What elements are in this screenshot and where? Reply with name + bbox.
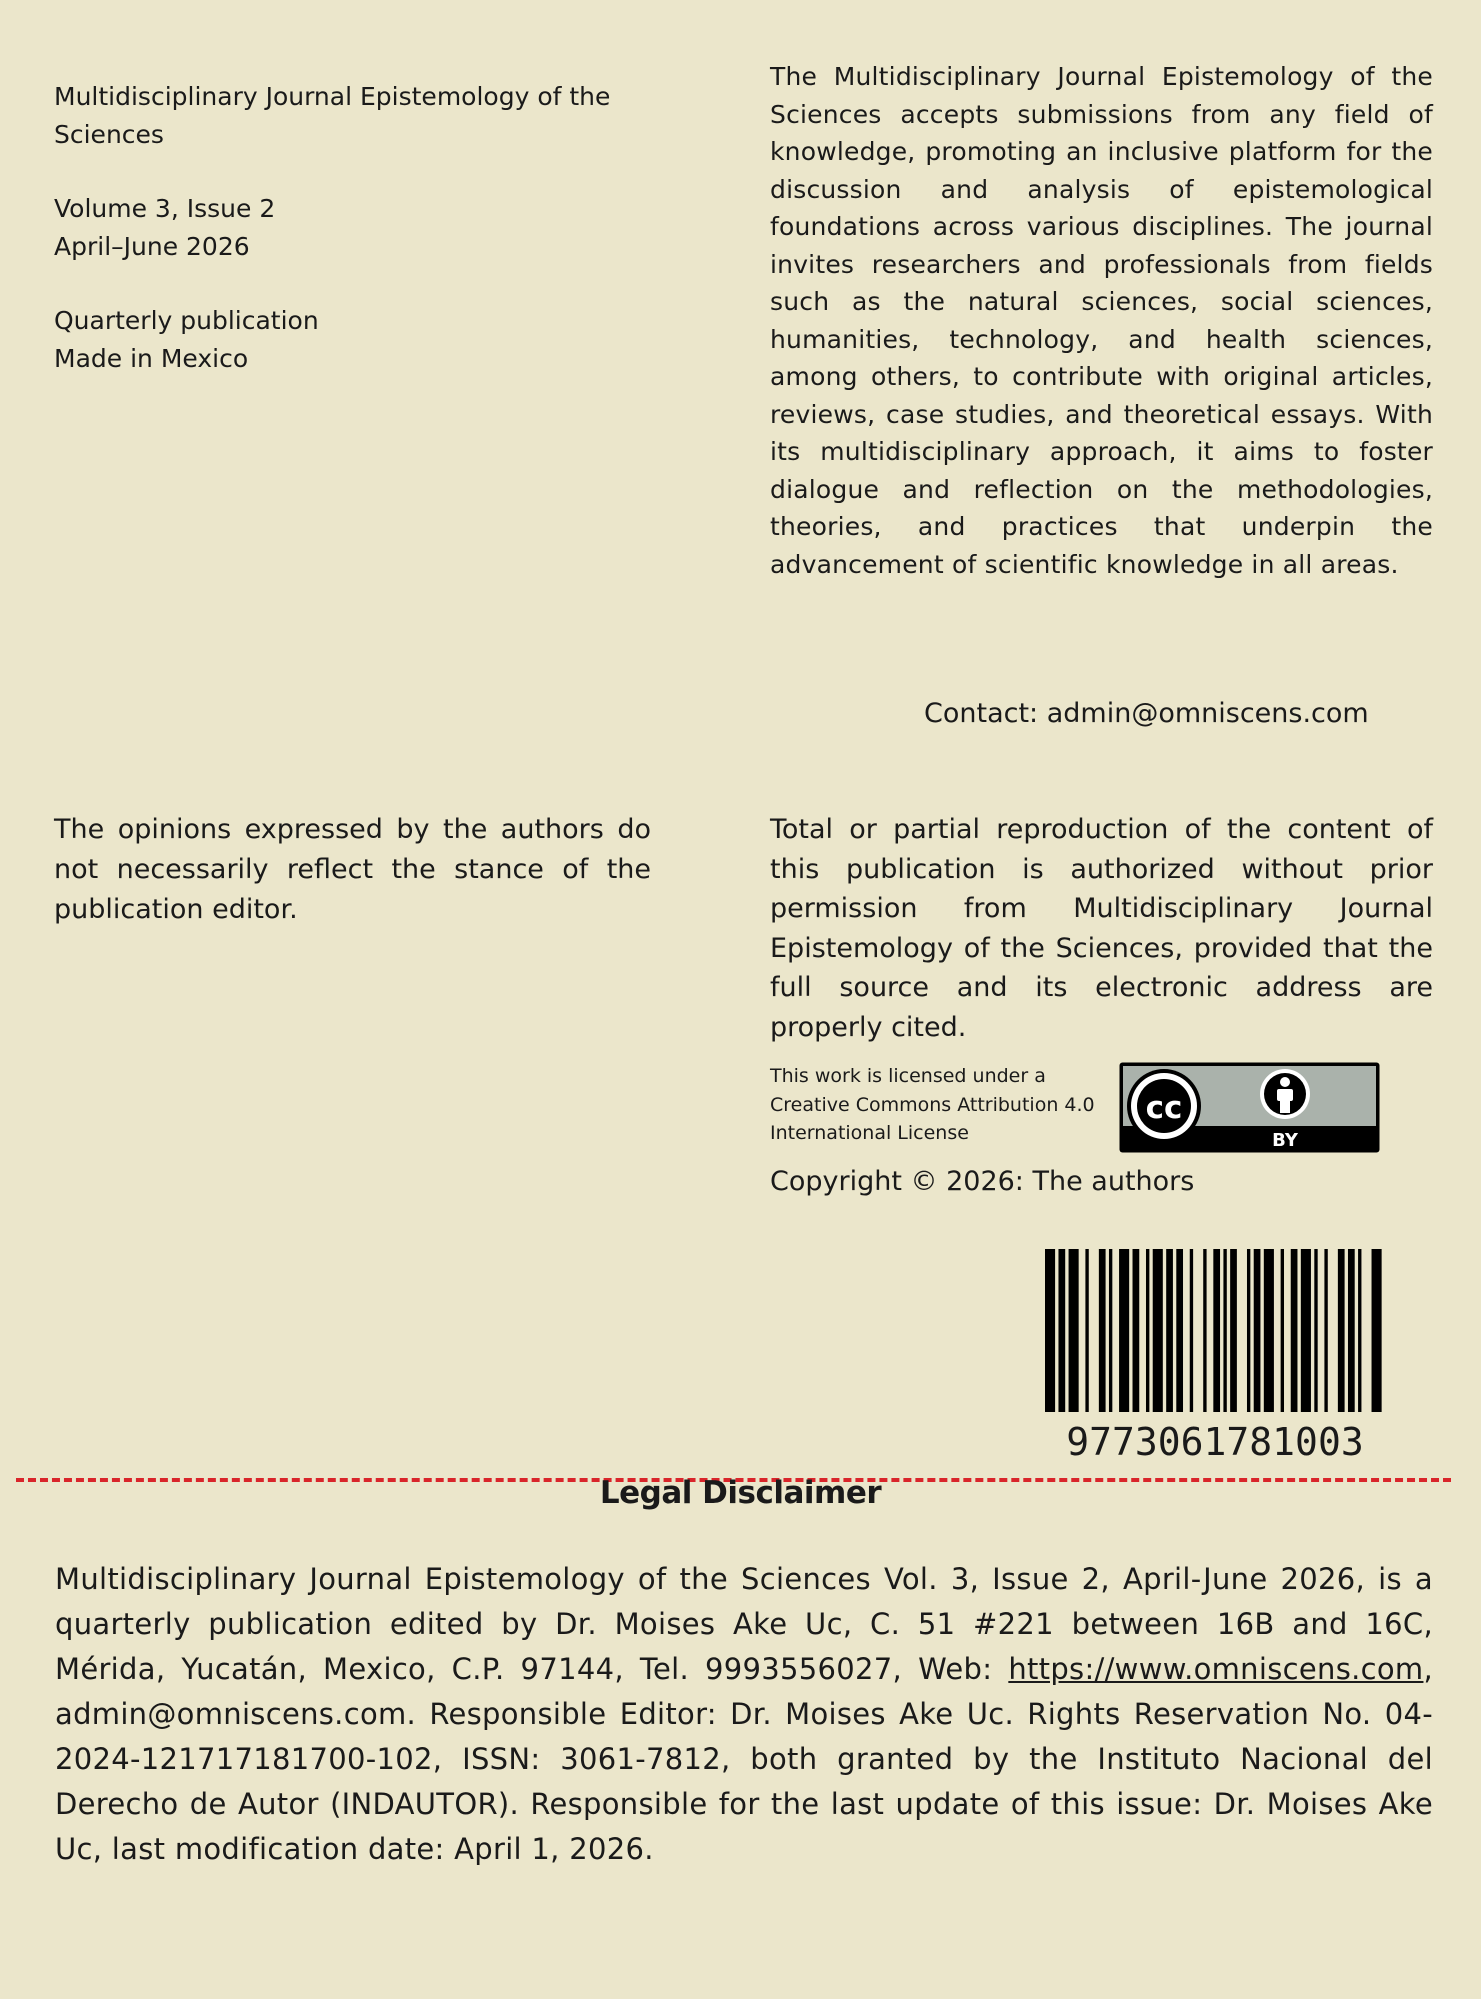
barcode-bar <box>1301 1249 1311 1412</box>
publication-origin: Made in Mexico <box>54 343 249 373</box>
barcode-bar <box>1264 1249 1274 1412</box>
barcode-bar <box>1254 1249 1261 1412</box>
barcode-bar <box>1146 1249 1149 1412</box>
barcode-bar <box>1291 1249 1298 1412</box>
barcode-bar <box>1085 1249 1088 1412</box>
reproduction-notice: Total or partial reproduction of the content of this publication is authorized without prior permission from Multidisciplinary Journal Epistemology of the Sciences, provided that the full source and its electronic address are properly cited. <box>770 814 1433 1043</box>
barcode-bar <box>1281 1249 1284 1412</box>
opinions-disclaimer: The opinions expressed by the authors do not necessarily reflect the stance of the publication editor. <box>54 814 651 925</box>
barcode-bar <box>1069 1249 1079 1412</box>
barcode-bar <box>1190 1249 1193 1412</box>
cc-logo-text: cc <box>1145 1090 1183 1126</box>
volume-issue: Volume 3, Issue 2 <box>54 194 276 223</box>
legal-text-part1: Multidisciplinary Journal Epistemology of the Sciences Vol. 3, Issue 2, April-June 2026, is a quarterly publication edited by Dr. Moises Ake Uc, C. 51 #221 between 16B and 16C, Mérida, Yucatán, Mexico, C.P. 97144, Tel. 9993556027, Web: <box>55 1562 1433 1686</box>
journal-title: Multidisciplinary Journal Epistemology of the Sciences <box>54 82 611 149</box>
website-link[interactable]: https://www.omniscens.com <box>1008 1652 1424 1686</box>
copyright-line: Copyright © 2026: The authors <box>770 1166 1195 1197</box>
barcode-bar <box>1314 1249 1317 1412</box>
barcode-bar <box>1348 1249 1355 1412</box>
publication-meta <box>54 78 674 414</box>
issn-barcode <box>1045 1249 1385 1412</box>
barcode-number: 9773061781003 <box>1066 1420 1364 1464</box>
barcode-bar <box>1358 1249 1361 1412</box>
barcode-bar <box>1166 1249 1173 1412</box>
legal-text-part2: , admin@omniscens.com. Responsible Editor: Dr. Moises Ake Uc. Rights Reservation No. 04-2024-121717181700-102, ISSN: 3061-7812, both granted by the Instituto Nacional del Derecho de Autor (INDAUTOR). Responsible for the last update of this issue: Dr. Moises Ake Uc, last modification date: April 1, 2026. <box>55 1652 1433 1866</box>
barcode-bar <box>1133 1249 1140 1412</box>
barcode-bar <box>1099 1249 1106 1412</box>
barcode-bar <box>1119 1249 1129 1412</box>
barcode-bar <box>1324 1249 1327 1412</box>
barcode-bar <box>1109 1249 1112 1412</box>
license-text[interactable]: This work is licensed under a Creative Commons Attribution 4.0 International License <box>770 1065 1095 1144</box>
barcode-bar <box>1247 1249 1250 1412</box>
barcode-bar <box>1230 1249 1237 1412</box>
legal-disclaimer-text <box>55 1557 1433 1872</box>
barcode-bar <box>1203 1249 1206 1412</box>
barcode-bar <box>1372 1249 1382 1412</box>
legal-disclaimer-title: Legal Disclaimer <box>599 1475 882 1511</box>
barcode-bar <box>1176 1249 1183 1412</box>
cc-by-badge-graphic <box>1119 1062 1380 1153</box>
origin-block <box>54 302 674 377</box>
issue-block <box>54 190 674 265</box>
barcode-bar <box>1213 1249 1220 1412</box>
by-label: BY <box>1272 1130 1298 1151</box>
journal-description: The Multidisciplinary Journal Epistemology of the Sciences accepts submissions from any field of knowledge, promoting an inclusive platform for the discussion and analysis of epistemological foundations across various disciplines. The journal invites researchers and professionals from fields such as the natural sciences, social sciences, humanities, technology, and health sciences, among others, to contribute with original articles, reviews, case studies, and theoretical essays. With its multidisciplinary approach, it aims to foster dialogue and reflection on the methodologies, theories, and practices that underpin the advancement of scientific knowledge in all areas. <box>770 62 1433 579</box>
publication-frequency: Quarterly publication <box>54 306 319 335</box>
barcode-bars <box>1045 1249 1385 1412</box>
barcode-bar <box>1045 1249 1055 1412</box>
cc-by-license-badge[interactable] <box>1119 1062 1380 1153</box>
publication-period: April–June 2026 <box>54 231 250 261</box>
barcode-bar <box>1153 1249 1163 1412</box>
barcode-bar <box>1223 1249 1226 1412</box>
barcode-bar <box>1338 1249 1345 1412</box>
barcode-bar <box>1058 1249 1065 1412</box>
contact-line: Contact: admin@omniscens.com <box>924 698 1369 729</box>
